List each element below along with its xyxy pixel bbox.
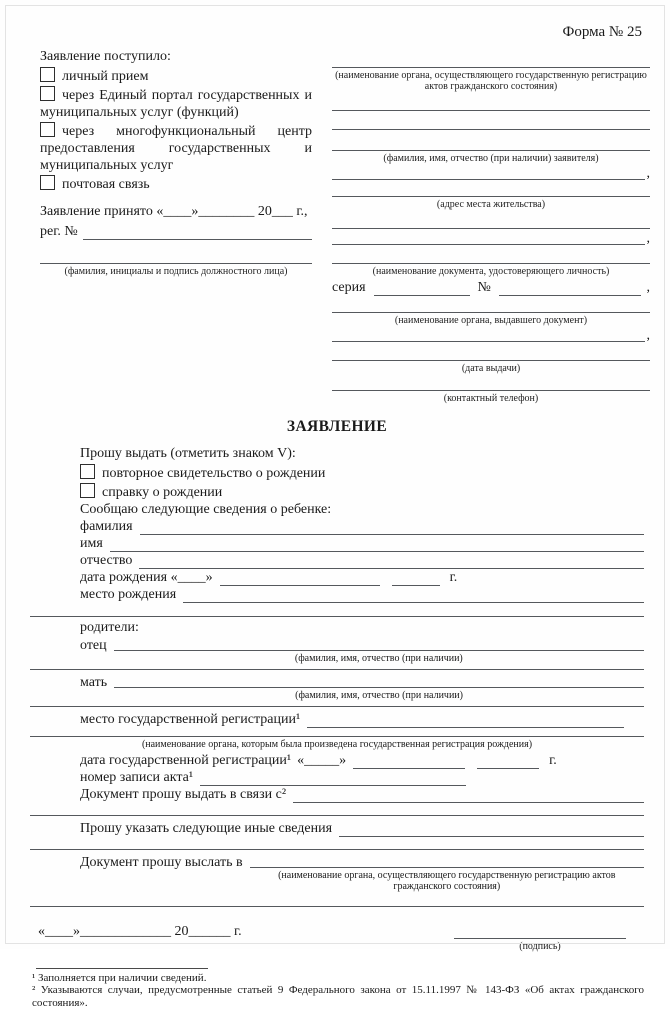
registration-day-quotes: «_____»: [297, 752, 347, 768]
footnote-2: ² Указываются случаи, предусмотренные статьей 9 Федерального закона от 15.11.1997 № 143-ФЗ «Об актах гражданского состояния».: [32, 984, 644, 1009]
applicant-name-input-line[interactable]: [332, 136, 650, 151]
registry-org-input-line[interactable]: [332, 53, 650, 68]
identity-doc-input-line[interactable]: [332, 249, 650, 264]
patronymic-label: отчество: [80, 553, 133, 568]
other-info-continuation-line[interactable]: [30, 849, 644, 850]
mfc-checkbox[interactable]: [40, 122, 55, 137]
intake-option-label: через Единый портал государственных и муниципальных услуг (функций): [40, 87, 312, 120]
footnote-divider: [36, 968, 208, 969]
signature-block: [30, 923, 644, 952]
issue-reason-input-line[interactable]: [293, 789, 644, 803]
name-label: имя: [80, 536, 103, 551]
registration-place-row: [80, 711, 644, 728]
send-to-input-line[interactable]: [250, 854, 644, 868]
request-option-label: справку о рождении: [102, 484, 223, 500]
comma-mark: ,: [646, 166, 650, 181]
identity-doc-caption: (наименование документа, удостоверяющего личность): [372, 266, 610, 277]
surname-input-line[interactable]: [140, 521, 644, 535]
intake-option-label: почтовая связь: [62, 176, 150, 192]
official-signature-caption: (фамилия, инициалы и подпись должностного лица): [64, 265, 288, 277]
series-label: серия: [332, 280, 366, 295]
postal-checkbox[interactable]: [40, 175, 55, 190]
doc-number-input-line[interactable]: [499, 282, 641, 296]
registry-org-input-line-3[interactable]: [332, 115, 650, 130]
mother-row: [80, 674, 644, 701]
intake-title: Заявление поступило:: [40, 49, 171, 64]
birth-place-input-line[interactable]: [183, 589, 644, 603]
registration-month-input-line[interactable]: [353, 755, 465, 769]
send-to-continuation-line[interactable]: [30, 906, 644, 907]
comma-mark: ,: [646, 328, 650, 343]
year-suffix: г.: [549, 752, 557, 768]
mother-label: мать: [80, 674, 108, 690]
issue-reason-row: [80, 786, 644, 803]
intake-option-label: личный прием: [62, 68, 149, 84]
father-label: отец: [80, 637, 107, 653]
address-input-line[interactable]: [332, 182, 650, 197]
other-info-input-line[interactable]: [339, 823, 644, 837]
personal-visit-checkbox[interactable]: [40, 67, 55, 82]
comma-mark: ,: [646, 231, 650, 246]
request-title: Прошу выдать (отметить знаком V):: [80, 446, 296, 461]
registration-place-input-line[interactable]: [307, 714, 624, 728]
registration-number-label: рег. №: [40, 223, 78, 239]
act-number-input-line[interactable]: [200, 772, 466, 786]
other-info-row: [80, 820, 644, 837]
intake-option-mfc: [40, 122, 312, 174]
patronymic-input-line[interactable]: [139, 555, 644, 569]
registration-number-row: [40, 223, 312, 240]
name-input-line[interactable]: [110, 538, 644, 552]
father-fio-caption: (фамилия, имя, отчество (при наличии): [294, 652, 463, 664]
birth-month-input-line[interactable]: [220, 572, 380, 586]
sign-date-line: «____»_____________ 20______ г.: [38, 923, 242, 939]
footnote-1: ¹ Заполняется при наличии сведений.: [32, 971, 207, 984]
issue-date-input-line[interactable]: [332, 346, 650, 361]
registration-date-row: [80, 752, 644, 769]
issuing-org-row-2: [332, 327, 650, 342]
child-section-title: Сообщаю следующие сведения о ребенке:: [80, 501, 332, 517]
mother-continuation-line[interactable]: [30, 706, 644, 707]
number-label: №: [477, 280, 491, 295]
other-info-label: Прошу указать следующие иные сведения: [80, 820, 333, 836]
registry-org-caption: (наименование органа, осуществляющего государственную регистрацию актов гражданского состояния): [335, 70, 647, 92]
birth-date-row: [80, 569, 644, 586]
parents-title: родители:: [80, 620, 139, 635]
intake-section: [40, 49, 312, 404]
issue-date-caption: (дата выдачи): [461, 363, 521, 374]
address-caption: (адрес места жительства): [436, 199, 546, 210]
birth-place-row: [80, 586, 644, 603]
series-number-row: [332, 279, 650, 296]
address-input-line-2[interactable]: [332, 214, 650, 229]
birth-year-input-line[interactable]: [392, 572, 440, 586]
mother-input-line[interactable]: [114, 674, 644, 688]
send-to-row: [80, 854, 644, 892]
issuing-org-input-line[interactable]: [332, 298, 650, 313]
birth-place-continuation-line[interactable]: [30, 616, 644, 617]
surname-row: [80, 518, 644, 535]
birth-reference-checkbox[interactable]: [80, 483, 95, 498]
registration-number-input-line[interactable]: [83, 225, 312, 240]
intake-option-label: через многофункциональный центр предоставления государственных и муниципальных услуг: [40, 123, 312, 173]
request-option-label: повторное свидетельство о рождении: [102, 465, 326, 481]
send-to-caption: (наименование органа, осуществляющего государственную регистрацию актов гражданского состояния): [278, 869, 616, 892]
applicant-name-caption: (фамилия, имя, отчество (при наличии) заявителя): [383, 153, 599, 164]
year-suffix: г.: [449, 570, 458, 585]
act-number-label: номер записи акта¹: [80, 769, 194, 785]
applicant-name-input-line-2[interactable]: [332, 165, 645, 180]
phone-input-line[interactable]: [332, 376, 650, 391]
name-row: [80, 535, 644, 552]
intake-option-portal: [40, 86, 312, 121]
signature-caption: (подпись): [519, 940, 561, 952]
birth-date-label: дата рождения «____»: [80, 570, 213, 585]
address-row-3: [332, 230, 650, 245]
father-row: [80, 637, 644, 664]
signature-input-line[interactable]: [454, 923, 626, 939]
gosuslugi-portal-checkbox[interactable]: [40, 86, 55, 101]
registration-place-continuation-line[interactable]: [30, 736, 644, 737]
mother-fio-caption: (фамилия, имя, отчество (при наличии): [295, 689, 463, 701]
send-to-label: Документ прошу выслать в: [80, 854, 243, 870]
intake-option-postal: [40, 175, 312, 193]
registration-date-label: дата государственной регистрации¹: [80, 752, 292, 768]
accepted-date-line: Заявление принято «____»________ 20___ г.,: [40, 203, 308, 219]
father-input-line[interactable]: [114, 637, 644, 651]
address-input-line-3[interactable]: [332, 230, 645, 245]
comma-mark: ,: [646, 280, 650, 295]
request-option-reference: [80, 483, 644, 501]
issue-reason-continuation-line[interactable]: [30, 815, 644, 816]
applicant-section: [332, 53, 650, 404]
application-body: [30, 418, 644, 1009]
applicant-name-row-2: [332, 165, 650, 180]
registry-org-input-line-2[interactable]: [332, 96, 650, 111]
surname-label: фамилия: [80, 519, 133, 534]
patronymic-row: [80, 552, 644, 569]
form-number: Форма № 25: [562, 24, 642, 40]
repeat-certificate-checkbox[interactable]: [80, 464, 95, 479]
phone-caption: (контактный телефон): [443, 393, 539, 404]
official-signature-input-line[interactable]: [40, 247, 312, 264]
signature-area: [454, 923, 626, 952]
issuing-org-caption: (наименование органа, выдавшего документ): [394, 315, 588, 326]
registration-org-caption: (наименование органа, которым была произведена государственная регистрация рождения): [141, 738, 533, 750]
issue-reason-label: Документ прошу выдать в связи с²: [80, 786, 287, 802]
father-continuation-line[interactable]: [30, 669, 644, 670]
series-input-line[interactable]: [374, 282, 470, 296]
request-option-certificate: [80, 464, 644, 482]
issuing-org-input-line-2[interactable]: [332, 327, 645, 342]
application-heading: ЗАЯВЛЕНИЕ: [286, 418, 388, 435]
top-section: [0, 49, 670, 404]
birth-place-label: место рождения: [80, 587, 177, 602]
act-number-row: [80, 769, 644, 786]
registration-place-label: место государственной регистрации¹: [80, 711, 301, 727]
registration-year-input-line[interactable]: [477, 755, 539, 769]
intake-option-personal: [40, 67, 312, 85]
